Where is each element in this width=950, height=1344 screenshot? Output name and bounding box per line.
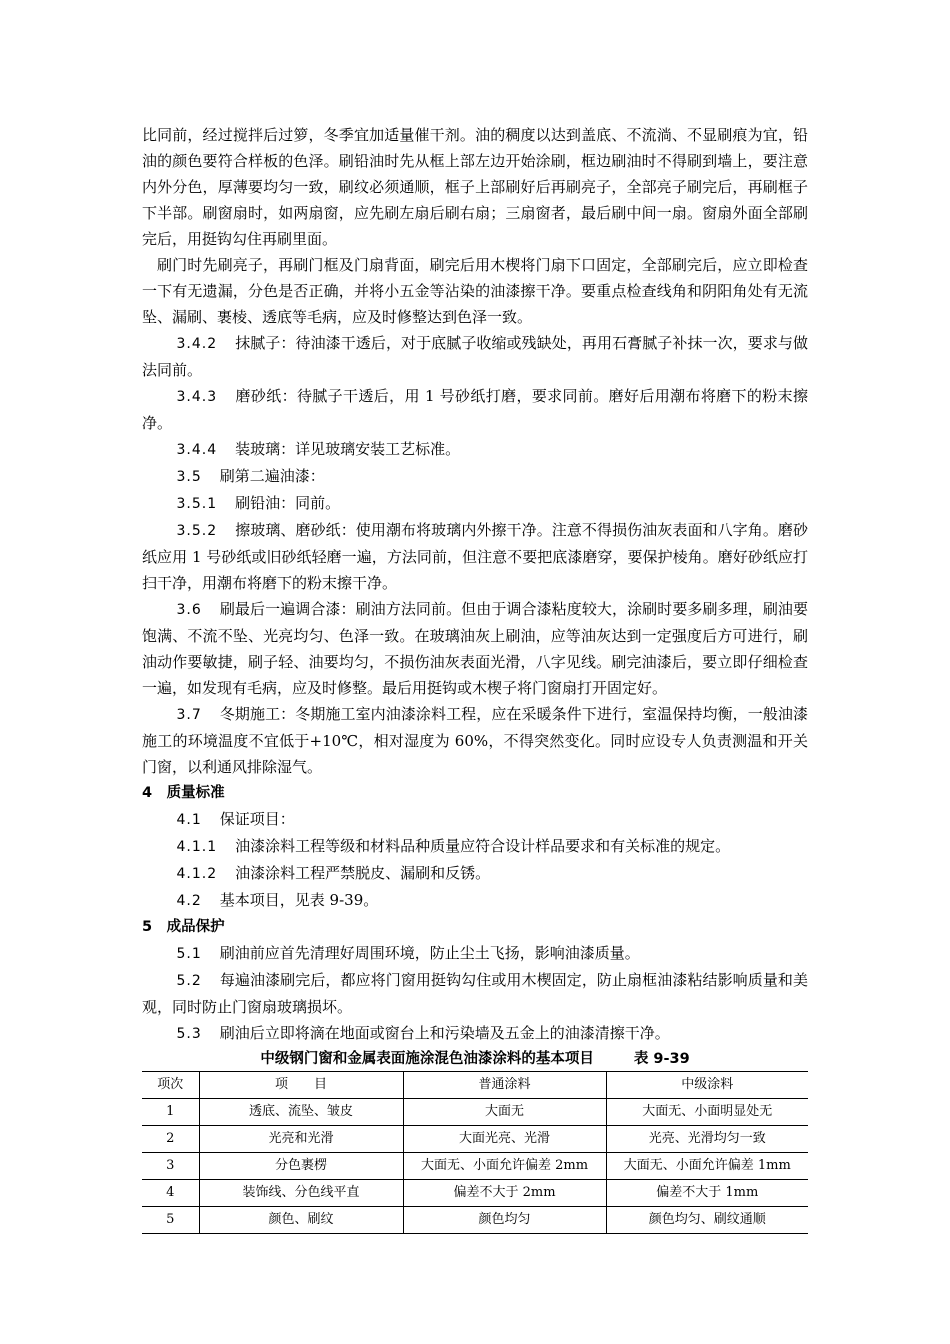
cell-index: 2 [142,1126,199,1153]
heading-product-protection: 5 成品保护 [142,919,225,935]
section-number: 3.5 [176,469,202,485]
cell-item: 透底、流坠、皱皮 [199,1099,403,1126]
cell-index: 1 [142,1099,199,1126]
table-row [142,1180,808,1207]
table-number: 表 9-39 [633,1051,690,1067]
section-number: 3.6 [176,602,202,618]
section-text: 基本项目，见表 9-39。 [219,891,379,909]
section-text: 刷第二遍油漆： [219,467,325,485]
section-text: 油漆涂料工程严禁脱皮、漏刷和反锈。 [235,864,491,882]
cell-index: 5 [142,1207,199,1234]
paragraph-primer-brushing: 比同前，经过搅拌后过箩，冬季宜加适量催干剂。油的稠度以达到盖底、不流淌、不显刷痕为宜，铅油的颜色要符合样板的色泽。刷铅油时先从框上部左边开始涂刷，框边刷油时不得刷到墙上，要注意内外分色，厚薄要均匀一致，刷纹必须通顺，框子上部刷好后再刷亮子，全部亮子刷完后，再刷框子下半部。刷窗扇时，如两扇窗，应先刷左扇后刷右扇；三扇窗者，最后刷中间一扇。窗扇外面全部刷完后，用挺钩勾住再刷里面。 [142,126,808,248]
section-4-1 [142,806,808,833]
table-row [142,1153,808,1180]
cell-medium: 大面无、小面允许偏差 1mm [606,1153,808,1180]
section-3-7 [142,701,808,780]
section-number: 3.4.4 [176,442,218,458]
document-page [142,122,808,1234]
header-normal-coating: 普通涂料 [403,1072,606,1099]
cell-medium: 光亮、光滑均匀一致 [606,1126,808,1153]
paragraph-door-brushing: 刷门时先刷亮子，再刷门框及门扇背面，刷完后用木楔将门扇下口固定，全部刷完后，应立即检查一下有无遗漏，分色是否正确，并将小五金等沾染的油漆擦干净。要重点检查线角和阴阳角处有无流坠、漏刷、裹棱、透底等毛病，应及时修整达到色泽一致。 [142,256,808,326]
table-row [142,1126,808,1153]
table-row [142,1099,808,1126]
section-4-1-1 [142,833,808,860]
header-index: 项次 [142,1072,199,1099]
section-3-5-1 [142,490,808,517]
section-3-5-2 [142,517,808,596]
section-text: 擦玻璃、磨砂纸：使用潮布将玻璃内外擦干净。注意不得损伤油灰表面和八字角。磨砂纸应用 1 号砂纸或旧砂纸轻磨一遍，方法同前，但注意不要把底漆磨穿，要保护棱角。磨好砂纸应打扫干净，用潮布将磨下的粉末擦干净。 [142,521,808,592]
section-text: 冬期施工：冬期施工室内油漆涂料工程，应在采暖条件下进行，室温保持均衡，一般油漆施工的环境温度不宜低于+10℃，相对湿度为 60%，不得突然变化。同时应设专人负责测温和开关门窗，以利通风排除湿气。 [142,705,808,776]
section-text: 保证项目： [219,810,295,828]
cell-index: 4 [142,1180,199,1207]
section-number: 3.7 [176,707,202,723]
section-number: 4.1.2 [176,866,218,882]
section-text: 刷油后立即将滴在地面或窗台上和污染墙及五金上的油漆清擦干净。 [219,1024,670,1042]
section-4-1-2 [142,860,808,887]
section-text: 装玻璃：详见玻璃安装工艺标准。 [235,440,461,458]
section-text: 磨砂纸：待腻子干透后，用 1 号砂纸打磨，要求同前。磨好后用潮布将磨下的粉末擦净。 [142,387,808,432]
section-3-4-4 [142,436,808,463]
cell-normal: 大面无、小面允许偏差 2mm [403,1153,606,1180]
section-4-2 [142,887,808,914]
table-caption-title: 中级钢门窗和金属表面施涂混色油漆涂料的基本项目 [260,1051,594,1067]
section-5-2 [142,967,808,1020]
header-item: 项 目 [199,1072,403,1099]
cell-normal: 偏差不大于 2mm [403,1180,606,1207]
section-number: 4.1 [176,812,202,828]
section-number: 5.2 [176,973,202,989]
section-text: 刷最后一遍调合漆：刷油方法同前。但由于调合漆粘度较大，涂刷时要多刷多理，刷油要饱满、不流不坠、光亮均匀、色泽一致。在玻璃油灰上刷油，应等油灰达到一定强度后方可进行，刷油动作要敏捷，刷子轻、油要均匀，不损伤油灰表面光滑，八字见线。刷完油漆后，要立即仔细检查一遍，如发现有毛病，应及时修整。最后用挺钩或木楔子将门窗扇打开固定好。 [142,600,808,697]
section-text: 刷油前应首先清理好周围环境，防止尘土飞扬，影响油漆质量。 [219,944,640,962]
cell-medium: 偏差不大于 1mm [606,1180,808,1207]
cell-item: 分色裹楞 [199,1153,403,1180]
section-text: 每遍油漆刷完后，都应将门窗用挺钩勾住或用木楔固定，防止扇框油漆粘结影响质量和美观，同时防止门窗扇玻璃损坏。 [142,971,808,1016]
section-number: 4.2 [176,893,202,909]
section-number: 3.5.2 [176,523,218,539]
section-number: 3.5.1 [176,496,218,512]
cell-item: 光亮和光滑 [199,1126,403,1153]
cell-normal: 颜色均匀 [403,1207,606,1234]
section-3-5 [142,463,808,490]
section-number: 3.4.2 [176,336,218,352]
cell-item: 装饰线、分色线平直 [199,1180,403,1207]
section-number: 3.4.3 [176,389,218,405]
section-text: 油漆涂料工程等级和材料品种质量应符合设计样品要求和有关标准的规定。 [235,837,731,855]
table-row [142,1207,808,1234]
section-number: 4.1.1 [176,839,218,855]
table-caption [142,1047,808,1071]
section-3-4-3 [142,383,808,436]
cell-normal: 大面光亮、光滑 [403,1126,606,1153]
section-3-4-2 [142,330,808,383]
cell-medium: 颜色均匀、刷纹通顺 [606,1207,808,1234]
section-text: 抹腻子：待油漆干透后，对于底腻子收缩或残缺处，再用石膏腻子补抹一次，要求与做法同前。 [142,334,808,379]
heading-quality-standard: 4 质量标准 [142,785,225,801]
cell-item: 颜色、刷纹 [199,1207,403,1234]
section-text: 刷铅油：同前。 [235,494,341,512]
section-5-3 [142,1020,808,1047]
section-3-6 [142,596,808,701]
cell-medium: 大面无、小面明显处无 [606,1099,808,1126]
table-header-row [142,1072,808,1099]
cell-index: 3 [142,1153,199,1180]
section-5-1 [142,940,808,967]
section-number: 5.1 [176,946,202,962]
section-number: 5.3 [176,1026,202,1042]
basic-items-table [142,1071,808,1234]
header-medium-coating: 中级涂料 [606,1072,808,1099]
cell-normal: 大面无 [403,1099,606,1126]
